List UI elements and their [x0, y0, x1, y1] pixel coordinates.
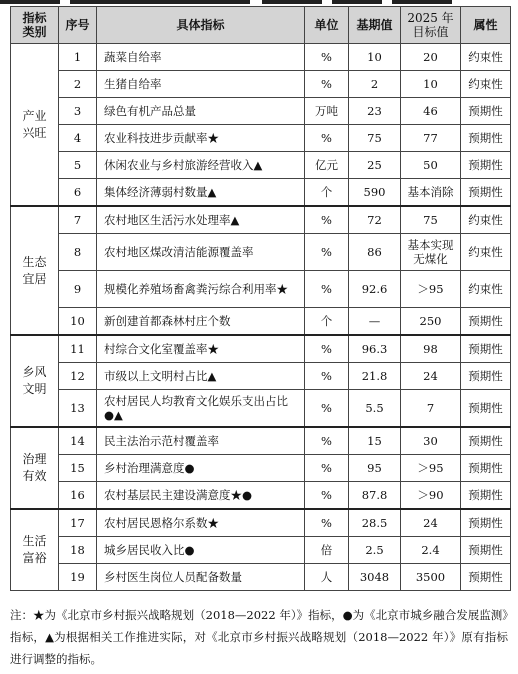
indicator-cell: 乡村医生岗位人员配备数量: [97, 564, 305, 591]
seq-cell: 14: [59, 427, 97, 455]
target-value-cell: 77: [401, 125, 461, 152]
indicator-table: [10, 6, 511, 591]
seq-cell: 12: [59, 363, 97, 390]
table-row: [11, 427, 511, 455]
seq-cell: 6: [59, 179, 97, 207]
target-value-cell: 24: [401, 363, 461, 390]
unit-cell: %: [305, 71, 349, 98]
target-value-cell: 基本实现 无煤化: [401, 234, 461, 271]
seq-cell: 3: [59, 98, 97, 125]
base-value-cell: 10: [349, 44, 401, 71]
header-attr: 属性: [461, 7, 511, 44]
unit-cell: 人: [305, 564, 349, 591]
seq-cell: 2: [59, 71, 97, 98]
table-row: [11, 98, 511, 125]
indicator-cell: 绿色有机产品总量: [97, 98, 305, 125]
indicator-cell: 休闲农业与乡村旅游经营收入▲: [97, 152, 305, 179]
unit-cell: %: [305, 234, 349, 271]
attribute-cell: 约束性: [461, 44, 511, 71]
base-value-cell: —: [349, 308, 401, 336]
unit-cell: %: [305, 390, 349, 428]
attribute-cell: 预期性: [461, 179, 511, 207]
base-value-cell: 2.5: [349, 537, 401, 564]
indicator-cell: 蔬菜自给率: [97, 44, 305, 71]
header-category: 指标 类别: [11, 7, 59, 44]
indicator-cell: 市级以上文明村占比▲: [97, 363, 305, 390]
attribute-cell: 约束性: [461, 271, 511, 308]
table-row: [11, 564, 511, 591]
indicator-cell: 集体经济薄弱村数量▲: [97, 179, 305, 207]
attribute-cell: 约束性: [461, 71, 511, 98]
seq-cell: 9: [59, 271, 97, 308]
unit-cell: 个: [305, 179, 349, 207]
target-value-cell: ＞95: [401, 271, 461, 308]
unit-cell: %: [305, 271, 349, 308]
target-value-cell: 30: [401, 427, 461, 455]
indicator-cell: 城乡居民收入比●: [97, 537, 305, 564]
category-cell: 治理 有效: [11, 427, 59, 509]
base-value-cell: 28.5: [349, 509, 401, 537]
base-value-cell: 87.8: [349, 482, 401, 510]
seq-cell: 13: [59, 390, 97, 428]
table-row: [11, 482, 511, 510]
category-cell: 生活 富裕: [11, 509, 59, 591]
seq-cell: 19: [59, 564, 97, 591]
attribute-cell: 预期性: [461, 335, 511, 363]
indicator-cell: 农村基层民主建设满意度★●: [97, 482, 305, 510]
attribute-cell: 预期性: [461, 390, 511, 428]
indicator-cell: 乡村治理满意度●: [97, 455, 305, 482]
category-cell: 产业 兴旺: [11, 44, 59, 207]
header-seq: 序号: [59, 7, 97, 44]
attribute-cell: 预期性: [461, 125, 511, 152]
base-value-cell: 15: [349, 427, 401, 455]
table-row: [11, 125, 511, 152]
target-value-cell: ＞90: [401, 482, 461, 510]
attribute-cell: 预期性: [461, 564, 511, 591]
table-body: [11, 44, 511, 591]
base-value-cell: 96.3: [349, 335, 401, 363]
target-value-cell: 75: [401, 206, 461, 234]
unit-cell: %: [305, 335, 349, 363]
base-value-cell: 590: [349, 179, 401, 207]
table-row: [11, 44, 511, 71]
category-cell: 乡风 文明: [11, 335, 59, 427]
unit-cell: %: [305, 482, 349, 510]
indicator-cell: 农村居民恩格尔系数★: [97, 509, 305, 537]
unit-cell: %: [305, 455, 349, 482]
table-row: [11, 509, 511, 537]
attribute-cell: 预期性: [461, 308, 511, 336]
seq-cell: 17: [59, 509, 97, 537]
header-base: 基期值: [349, 7, 401, 44]
attribute-cell: 约束性: [461, 206, 511, 234]
seq-cell: 8: [59, 234, 97, 271]
table-row: [11, 308, 511, 336]
unit-cell: %: [305, 363, 349, 390]
seq-cell: 18: [59, 537, 97, 564]
attribute-cell: 约束性: [461, 234, 511, 271]
attribute-cell: 预期性: [461, 455, 511, 482]
indicator-cell: 生猪自给率: [97, 71, 305, 98]
target-value-cell: ＞95: [401, 455, 461, 482]
base-value-cell: 5.5: [349, 390, 401, 428]
target-value-cell: 250: [401, 308, 461, 336]
target-value-cell: 98: [401, 335, 461, 363]
base-value-cell: 95: [349, 455, 401, 482]
unit-cell: 倍: [305, 537, 349, 564]
unit-cell: %: [305, 509, 349, 537]
indicator-cell: 农村居民人均教育文化娱乐支出占比●▲: [97, 390, 305, 428]
attribute-cell: 预期性: [461, 363, 511, 390]
seq-cell: 4: [59, 125, 97, 152]
target-value-cell: 7: [401, 390, 461, 428]
seq-cell: 1: [59, 44, 97, 71]
target-value-cell: 3500: [401, 564, 461, 591]
category-cell: 生态 宜居: [11, 206, 59, 335]
seq-cell: 16: [59, 482, 97, 510]
attribute-cell: 预期性: [461, 152, 511, 179]
table-row: [11, 363, 511, 390]
indicator-cell: 农业科技进步贡献率★: [97, 125, 305, 152]
indicator-cell: 规模化养殖场畜禽粪污综合利用率★: [97, 271, 305, 308]
unit-cell: 个: [305, 308, 349, 336]
table-header-row: [11, 7, 511, 44]
table-row: [11, 537, 511, 564]
attribute-cell: 预期性: [461, 427, 511, 455]
table-row: [11, 152, 511, 179]
table-row: [11, 335, 511, 363]
header-unit: 单位: [305, 7, 349, 44]
target-value-cell: 2.4: [401, 537, 461, 564]
table-row: [11, 206, 511, 234]
seq-cell: 7: [59, 206, 97, 234]
table-row: [11, 234, 511, 271]
attribute-cell: 预期性: [461, 537, 511, 564]
base-value-cell: 72: [349, 206, 401, 234]
target-value-cell: 46: [401, 98, 461, 125]
base-value-cell: 75: [349, 125, 401, 152]
base-value-cell: 25: [349, 152, 401, 179]
indicator-cell: 村综合文化室覆盖率★: [97, 335, 305, 363]
header-indicator: 具体指标: [97, 7, 305, 44]
seq-cell: 11: [59, 335, 97, 363]
seq-cell: 15: [59, 455, 97, 482]
base-value-cell: 2: [349, 71, 401, 98]
target-value-cell: 20: [401, 44, 461, 71]
target-value-cell: 基本消除: [401, 179, 461, 207]
target-value-cell: 10: [401, 71, 461, 98]
base-value-cell: 23: [349, 98, 401, 125]
indicator-cell: 民主法治示范村覆盖率: [97, 427, 305, 455]
base-value-cell: 92.6: [349, 271, 401, 308]
seq-cell: 5: [59, 152, 97, 179]
target-value-cell: 24: [401, 509, 461, 537]
footnote: 注：★为《北京市乡村振兴战略规划（2018—2022 年）》指标，●为《北京市城乡融合发展监测》指标，▲为根据相关工作推进实际，对《北京市乡村振兴战略规划（2018—2022 年）》原有指标进行调整的指标。: [10, 608, 508, 666]
indicator-cell: 农村地区生活污水处理率▲: [97, 206, 305, 234]
unit-cell: %: [305, 427, 349, 455]
base-value-cell: 3048: [349, 564, 401, 591]
indicator-cell: 农村地区煤改清洁能源覆盖率: [97, 234, 305, 271]
table-row: [11, 71, 511, 98]
attribute-cell: 预期性: [461, 98, 511, 125]
base-value-cell: 86: [349, 234, 401, 271]
seq-cell: 10: [59, 308, 97, 336]
header-target: 2025 年 目标值: [401, 7, 461, 44]
unit-cell: %: [305, 206, 349, 234]
table-row: [11, 455, 511, 482]
unit-cell: 万吨: [305, 98, 349, 125]
base-value-cell: 21.8: [349, 363, 401, 390]
indicator-cell: 新创建首都森林村庄个数: [97, 308, 305, 336]
unit-cell: %: [305, 44, 349, 71]
unit-cell: %: [305, 125, 349, 152]
attribute-cell: 预期性: [461, 482, 511, 510]
table-row: [11, 271, 511, 308]
table-row: [11, 179, 511, 207]
unit-cell: 亿元: [305, 152, 349, 179]
target-value-cell: 50: [401, 152, 461, 179]
attribute-cell: 预期性: [461, 509, 511, 537]
table-row: [11, 390, 511, 428]
